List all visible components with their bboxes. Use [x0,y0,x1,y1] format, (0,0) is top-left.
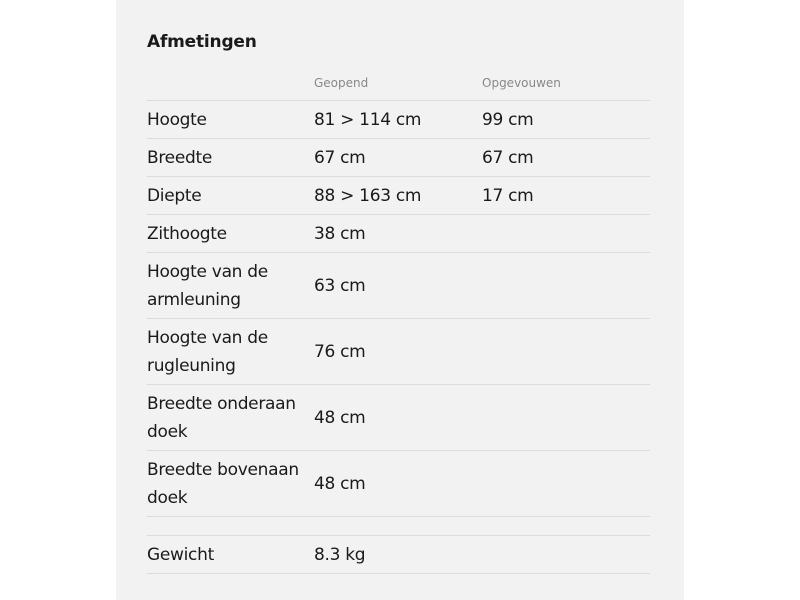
table-row [147,385,650,451]
row-folded-value [482,319,650,384]
row-label: Zithoogte [147,223,227,244]
table-row [147,177,650,215]
weight-row [147,536,650,574]
table-row [147,215,650,253]
row-open-value: 38 cm [314,223,366,244]
table-row [147,451,650,517]
table-row [147,139,650,177]
row-label: Breedte onderaan doek [147,393,296,442]
row-open-value: 81 > 114 cm [314,109,422,130]
row-folded-value [482,215,650,252]
dimensions-panel [116,0,684,600]
row-open-value: 76 cm [314,341,366,362]
row-label: Hoogte van de rugleuning [147,327,268,376]
row-folded-value [482,385,650,450]
row-open-value: 67 cm [314,147,366,168]
row-folded-value [482,451,650,516]
weight-label: Gewicht [147,544,214,565]
dimensions-table [147,72,650,574]
row-label: Hoogte [147,109,207,130]
row-label: Breedte bovenaan doek [147,459,299,508]
row-label: Breedte [147,147,213,168]
table-row [147,319,650,385]
row-folded-value: 67 cm [482,147,534,168]
header-open-col: Geopend [314,76,369,90]
weight-value: 8.3 kg [314,544,366,565]
row-folded-value: 17 cm [482,185,534,206]
table-row [147,101,650,139]
header-folded-col: Opgevouwen [482,76,561,90]
row-folded-value: 99 cm [482,109,534,130]
row-label: Hoogte van de armleuning [147,261,268,310]
row-label: Diepte [147,185,202,206]
row-folded-value [482,253,650,318]
section-title: Afmetingen [147,32,257,52]
row-open-value: 48 cm [314,407,366,428]
row-open-value: 88 > 163 cm [314,185,422,206]
row-open-value: 63 cm [314,275,366,296]
weight-folded-value [482,536,650,573]
table-spacer [147,517,650,536]
row-open-value: 48 cm [314,473,366,494]
table-row [147,253,650,319]
table-header [147,72,650,101]
header-label-col [147,72,314,100]
